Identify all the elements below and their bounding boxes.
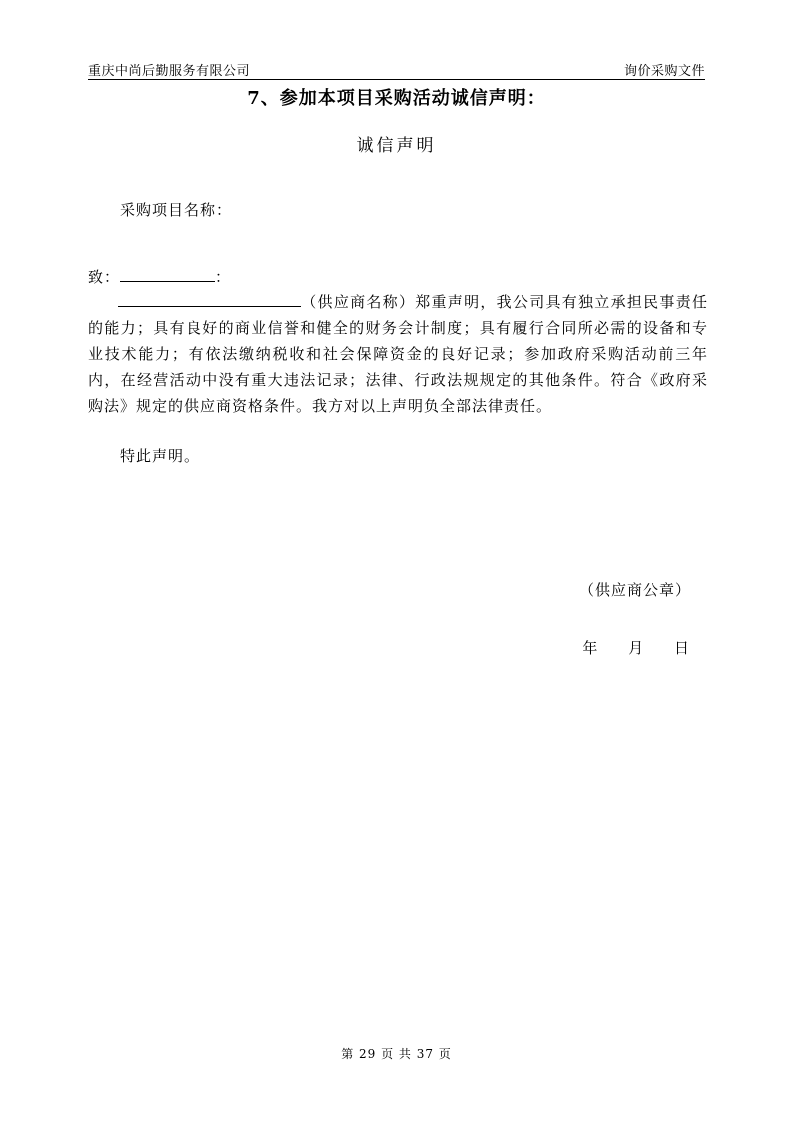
header-doc-type: 询价采购文件 bbox=[623, 64, 705, 79]
addressee-colon: ： bbox=[215, 268, 232, 286]
addressee-blank bbox=[120, 267, 215, 282]
page-footer: 第 29 页 共 37 页 bbox=[341, 1047, 452, 1061]
addressee-label: 致： bbox=[88, 268, 121, 286]
closing-text: 特此声明。 bbox=[120, 447, 201, 465]
header-divider bbox=[88, 79, 705, 80]
date-day: 日 bbox=[673, 639, 689, 657]
section-title: 7、参加本项目采购活动诚信声明： bbox=[247, 88, 546, 109]
addressee-line bbox=[88, 266, 231, 287]
document-title: 诚信声明 bbox=[356, 136, 437, 156]
supplier-seal-label: （供应商公章） bbox=[578, 581, 691, 599]
date-line bbox=[582, 637, 689, 658]
supplier-name-blank bbox=[118, 292, 301, 307]
date-month: 月 bbox=[628, 639, 644, 657]
date-year: 年 bbox=[582, 639, 598, 657]
statement-paragraph bbox=[88, 289, 708, 419]
header-company: 重庆中尚后勤服务有限公司 bbox=[88, 64, 251, 79]
statement-text: （供应商名称）郑重声明，我公司具有独立承担民事责任的能力；具有良好的商业信誉和健全的财务会计制度；具有履行合同所必需的设备和专业技术能力；有依法缴纳税收和社会保障资金的良好记录；参加政府采购活动前三年内，在经营活动中没有重大违法记录；法律、行政法规规定的其他条件。符合《政府采购法》规定的供应商资格条件。我方对以上声明负全部法律责任。 bbox=[88, 293, 708, 415]
project-name-label: 采购项目名称： bbox=[120, 201, 233, 219]
